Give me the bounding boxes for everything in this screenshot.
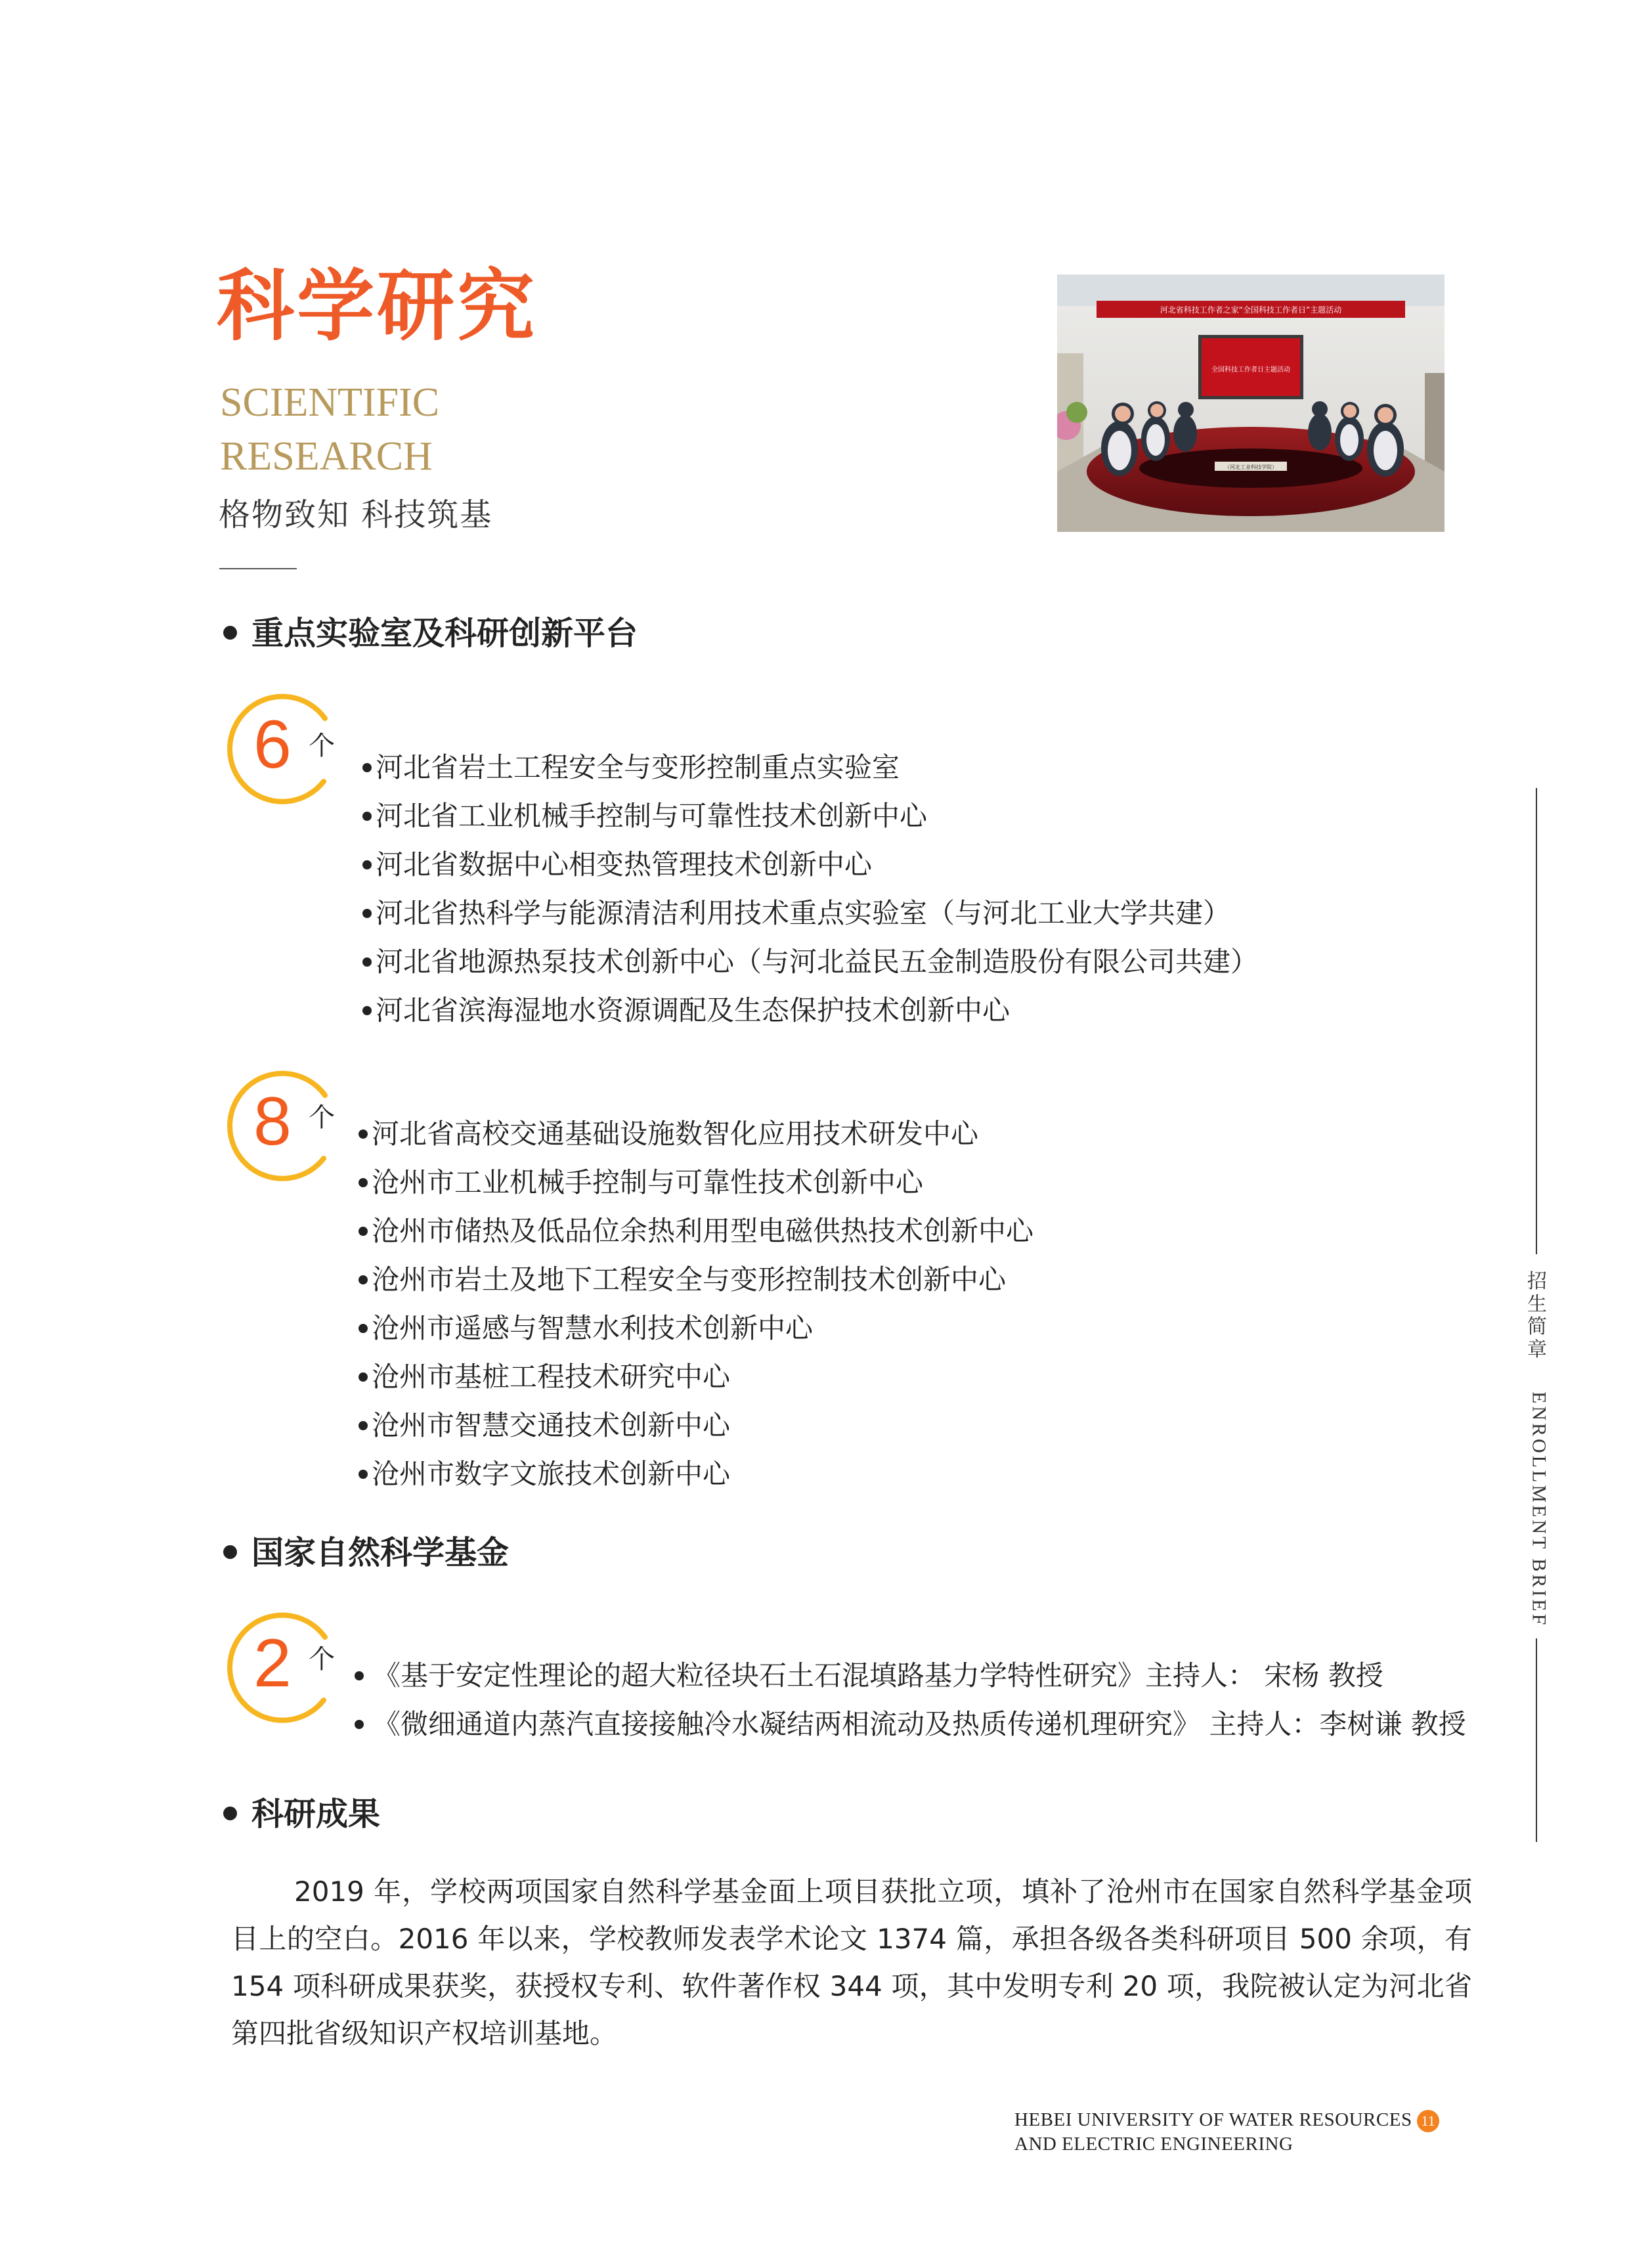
lab-list-municipal [359, 1110, 1033, 1499]
heading-bullet [223, 1545, 237, 1559]
section-heading-results [223, 1795, 381, 1833]
list-item: 河北省工业机械手控制与可靠性技术创新中心 [362, 792, 1258, 841]
results-paragraph: 2019 年，学校两项国家自然科学基金面上项目获批立项，填补了沧州市在国家自然科学基金项目上的空白。2016 年以来，学校教师发表学术论文 1374 篇，承担各级各类科研项目 500 余项，有 154 项科研成果获奖，获授权专利、软件著作权 344 项，其中发明专利 20 项，我院被认定为河北省第四批省级知识产权培训基地。 [231, 1875, 1472, 2049]
list-item: 沧州市基桩工程技术研究中心 [359, 1353, 1033, 1401]
sidebar-rule-bottom [1536, 1638, 1537, 1842]
count-badge-6 [217, 687, 341, 812]
heading-bullet [223, 1807, 237, 1820]
list-item: 河北省高校交通基础设施数智化应用技术研发中心 [359, 1110, 1033, 1158]
photo-screen-text: 全国科技工作者日主题活动 [1211, 366, 1290, 374]
photo-banner-text: 河北省科技工作者之家“全国科技工作者日”主题活动 [1160, 305, 1342, 315]
section-heading-labs [223, 615, 638, 652]
list-item: 河北省数据中心相变热管理技术创新中心 [362, 841, 1258, 889]
page-number-badge: 11 [1417, 2110, 1439, 2132]
section-heading-nsfc-text: 国家自然科学基金 [251, 1534, 510, 1571]
list-item: 沧州市工业机械手控制与可靠性技术创新中心 [359, 1158, 1033, 1207]
sidebar-cn: 招 生 简 章 [1527, 1271, 1548, 1361]
list-item: 沧州市智慧交通技术创新中心 [359, 1401, 1033, 1450]
page-title: 科学研究 [217, 260, 538, 351]
list-item: 河北省热科学与能源清洁利用技术重点实验室（与河北工业大学共建） [362, 889, 1258, 938]
bullet-dot [355, 1720, 364, 1729]
title-divider [219, 568, 297, 569]
count-number: 8 [253, 1084, 292, 1160]
bullet-dot [359, 1421, 368, 1430]
list-item: 《基于安定性理论的超大粒径块石土石混填路基力学特性研究》主持人： 宋杨 教授 [355, 1652, 1466, 1700]
list-item: 河北省岩土工程安全与变形控制重点实验室 [362, 743, 1258, 792]
list-item: 沧州市数字文旅技术创新中心 [359, 1450, 1033, 1499]
page-title-en-line1: SCIENTIFIC [220, 380, 440, 425]
bullet-dot [362, 860, 372, 869]
section-heading-labs-text: 重点实验室及科研创新平台 [251, 615, 638, 652]
sidebar-rule-top [1536, 788, 1537, 1254]
count-badge-2 [217, 1606, 341, 1730]
count-number: 2 [253, 1625, 292, 1701]
bullet-dot [359, 1227, 368, 1236]
bullet-dot [362, 909, 372, 918]
count-unit: 个 [309, 731, 335, 761]
footer-university-name: HEBEI UNIVERSITY OF WATER RESOURCES AND ELECTRIC ENGINEERING [1014, 2109, 1412, 2155]
lab-list-provincial [362, 743, 1258, 1035]
photo-table-card: （河北工业科技学院） [1225, 464, 1277, 470]
meeting-photo [1057, 274, 1445, 532]
sidebar-en: ENROLLMENT BRIEF [1528, 1391, 1550, 1628]
section-heading-results-text: 科研成果 [251, 1795, 381, 1833]
section-heading-nsfc [223, 1534, 510, 1571]
nsfc-project-list [355, 1652, 1466, 1749]
sidebar-label [1518, 1271, 1557, 1627]
count-number: 6 [253, 707, 292, 783]
bullet-dot [359, 1324, 368, 1333]
list-item: 河北省滨海湿地水资源调配及生态保护技术创新中心 [362, 986, 1258, 1035]
bullet-dot [359, 1178, 368, 1187]
bullet-dot [362, 1006, 372, 1015]
heading-bullet [223, 626, 237, 640]
bullet-dot [359, 1129, 368, 1139]
page-title-en-line2: RESEARCH [220, 434, 433, 479]
list-item: 沧州市遥感与智慧水利技术创新中心 [359, 1304, 1033, 1353]
bullet-dot [359, 1470, 368, 1479]
bullet-dot [359, 1275, 368, 1284]
bullet-dot [355, 1671, 364, 1680]
bullet-dot [362, 763, 372, 772]
count-badge-8 [217, 1064, 341, 1189]
bullet-dot [362, 957, 372, 967]
page-motto: 格物致知 科技筑基 [219, 496, 493, 533]
bullet-dot [362, 812, 372, 821]
list-item: 《微细通道内蒸汽直接接触冷水凝结两相流动及热质传递机理研究》 主持人：李树谦 教授 [355, 1700, 1466, 1749]
count-unit: 个 [309, 1644, 335, 1675]
count-unit: 个 [309, 1103, 335, 1133]
list-item: 沧州市岩土及地下工程安全与变形控制技术创新中心 [359, 1256, 1033, 1304]
bullet-dot [359, 1372, 368, 1382]
list-item: 沧州市储热及低品位余热利用型电磁供热技术创新中心 [359, 1207, 1033, 1256]
list-item: 河北省地源热泵技术创新中心（与河北益民五金制造股份有限公司共建） [362, 938, 1258, 986]
